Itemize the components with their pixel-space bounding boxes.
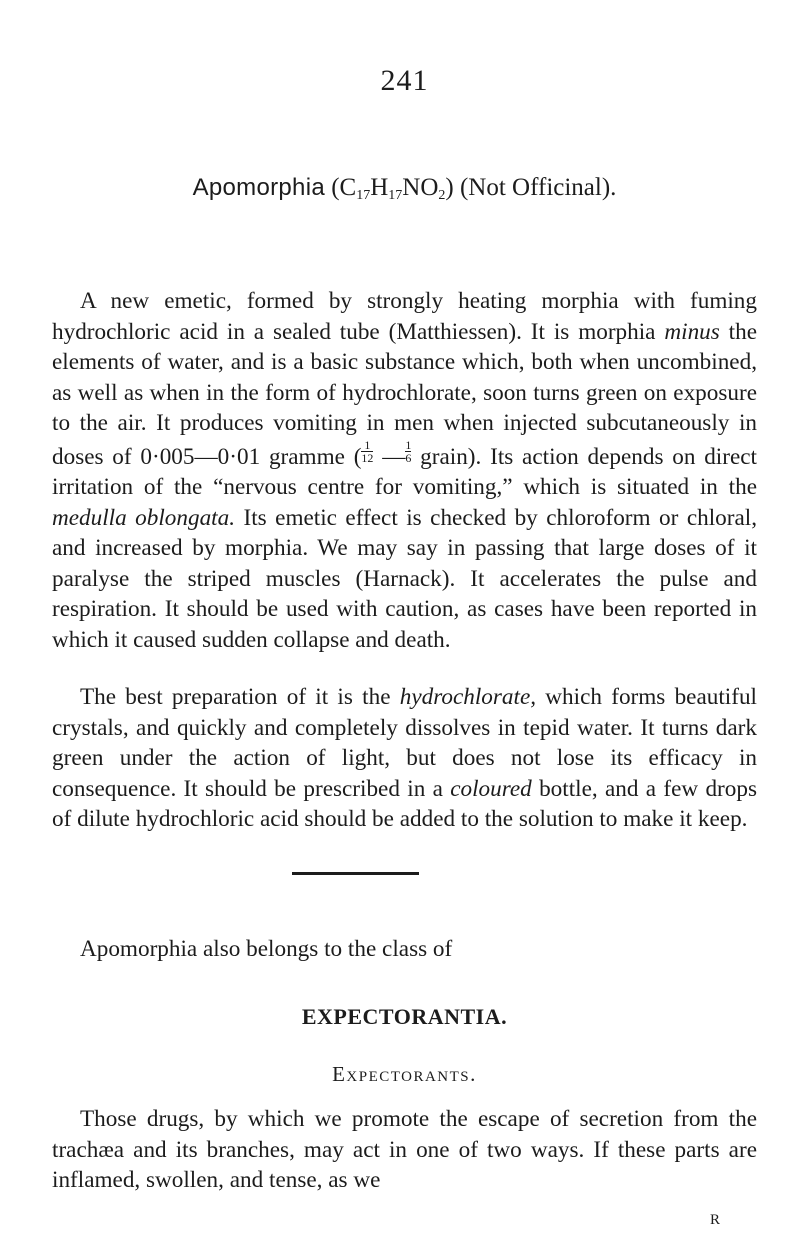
heading-title: Apomorphia [192, 174, 325, 201]
formula-h: H [370, 174, 389, 201]
p2-text-3: bottle, and a few drops of dilute hydrochloric acid should be added to the solution to make it keep. [52, 775, 757, 832]
p2-text-2: which forms beautiful crystals, and quickly and completely dissolves in tepid water. It turns dark green under the action of light, but does not lose its efficacy in consequence. It should be prescribed in a [52, 684, 757, 802]
fraction-numerator: 1 [405, 437, 412, 452]
p3-text: Apomorphia also belongs to the class of [80, 936, 453, 962]
fraction-denominator: 6 [405, 450, 412, 465]
p1-text-1: A new emetic, formed by strongly heating morphia with fuming hydrochloric acid in a sealed tube (Matthiessen). It is morphia [52, 288, 757, 345]
article-heading [52, 174, 757, 204]
p1-text-3: — [373, 443, 406, 470]
fraction-one-twelfth [361, 439, 373, 464]
formula-open: (C [331, 174, 357, 201]
p4-text: Those drugs, by which we promote the escape of secretion from the trachæa and its branches, may act in one of two ways. If these parts are inflamed, swollen, and tense, as we [52, 1106, 757, 1193]
formula-close: ) [445, 174, 454, 201]
paragraph-1 [52, 286, 757, 655]
fraction-numerator: 1 [361, 439, 373, 452]
formula-c-sub: 17 [356, 188, 371, 203]
paragraph-3 [52, 934, 757, 965]
formula-o-sub: 2 [438, 188, 446, 203]
p2-emphasis-hydrochlorate: hydrochlorate, [399, 684, 537, 710]
heading-note: (Not Officinal). [459, 174, 617, 201]
p1-text-4: grain). Its action depends on direct irritation of the “nervous centre for vomiting,” which is situated in the [52, 443, 757, 500]
paragraph-4 [52, 1104, 757, 1196]
p2-text-1: The best preparation of it is the [80, 684, 400, 710]
section-title: EXPECTORANTIA. [301, 1004, 508, 1029]
p1-emphasis-medulla: medulla oblongata. [52, 504, 236, 531]
book-page [52, 0, 757, 1244]
p2-emphasis-coloured: coloured [450, 775, 532, 802]
paragraph-2 [52, 682, 757, 835]
p1-text-2: the elements of water, and is a basic substance which, both when uncombined, as well as when in the form of hydrochlorate, soon turns green on exposure to the air. It produces vomiting in men when injected subcutaneously in doses of 0·005—0·01 gramme ( [52, 318, 757, 470]
heading-formula [331, 174, 454, 201]
formula-h-sub: 17 [388, 188, 403, 203]
section-divider [292, 872, 419, 875]
fraction-denominator: 12 [361, 450, 374, 465]
page-number: 241 [380, 64, 429, 97]
p1-text-5: Its emetic effect is checked by chloroform or chloral, and increased by morphia. We may say in passing that large doses of it paralyse the striped muscles (Harnack). It accelerates the pulse and respiration. It should be used with caution, as cases have been reported in which it caused sudden collapse and death. [52, 504, 757, 653]
signature-mark: R [710, 1212, 721, 1228]
p1-emphasis-minus: minus [664, 318, 720, 345]
section-subtitle: Expectorants. [332, 1062, 477, 1086]
formula-no: NO [402, 174, 439, 201]
